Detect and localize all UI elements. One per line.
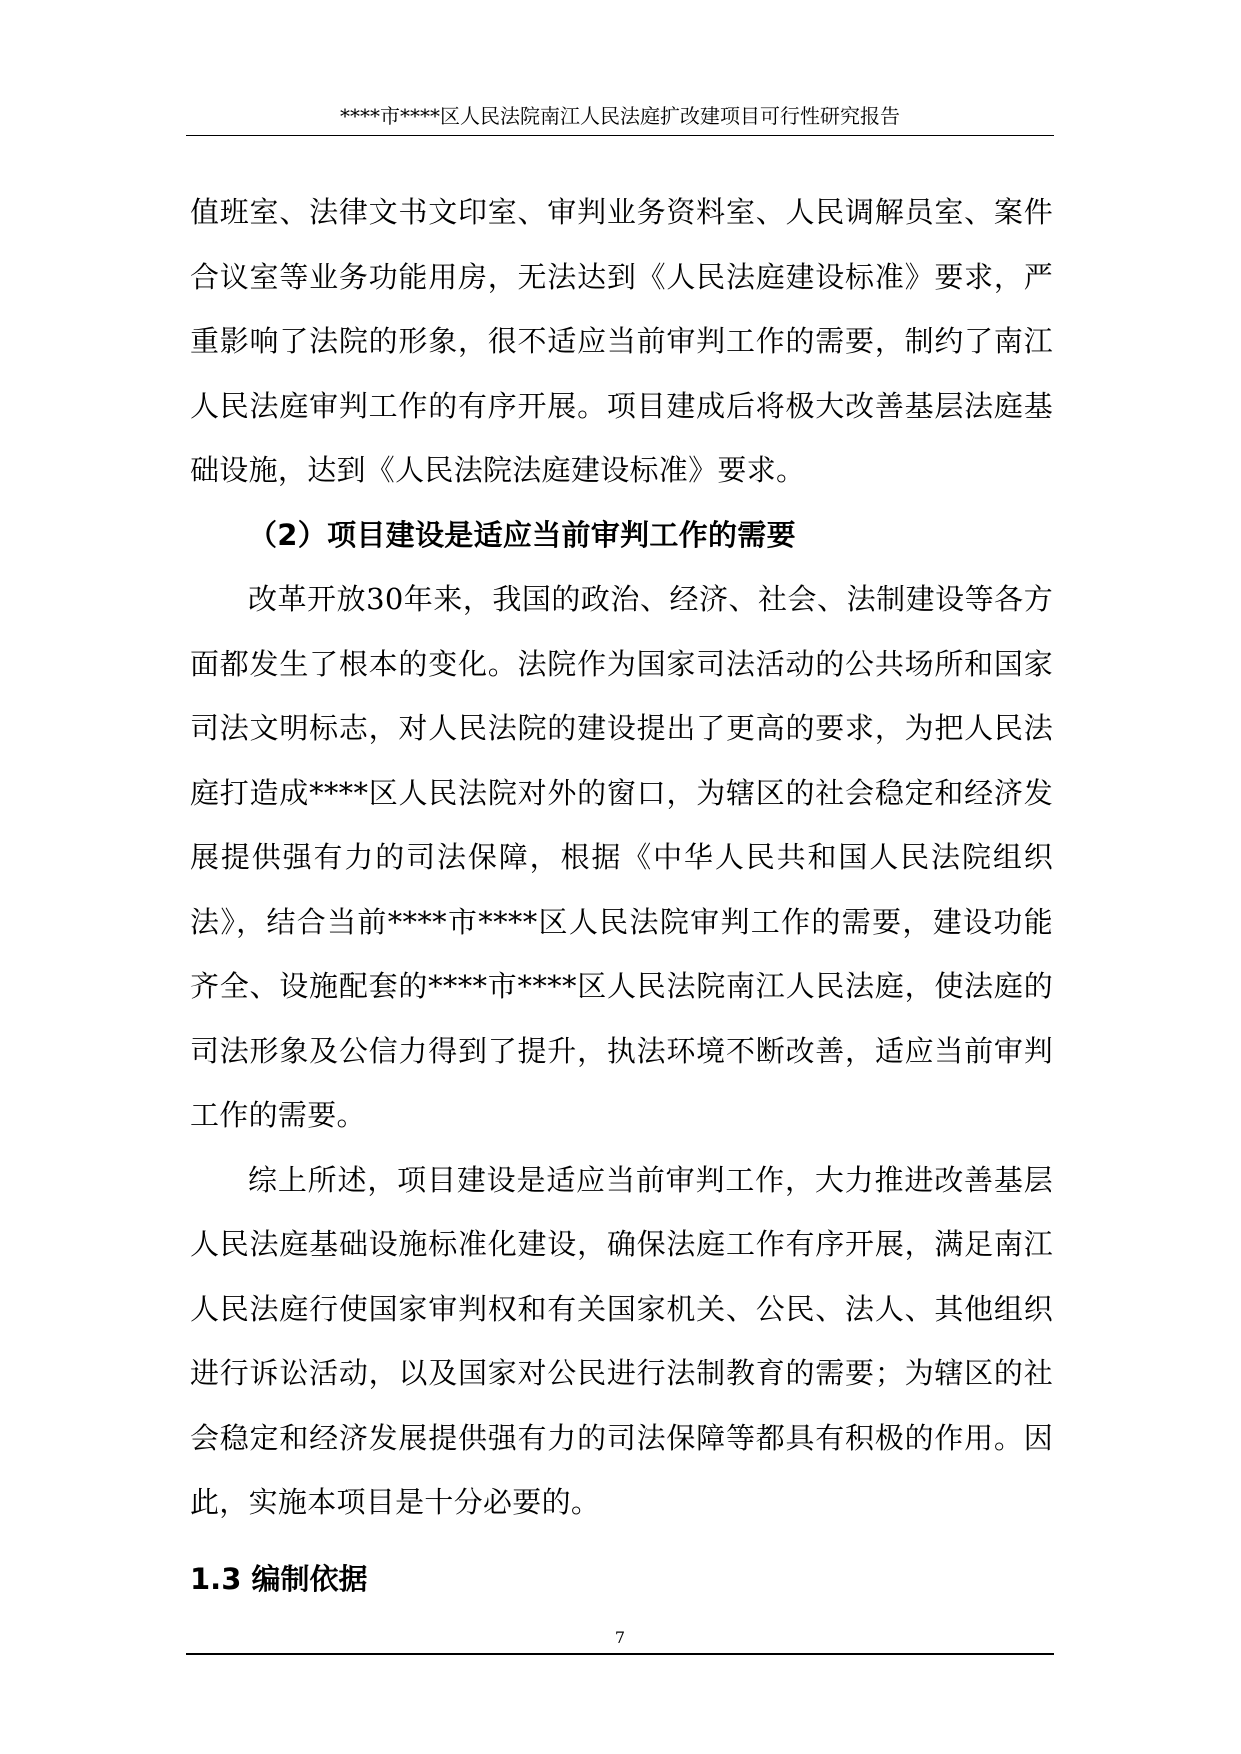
subheading-project-need: （2）项目建设是适应当前审判工作的需要 [248,517,796,552]
page-header-title: ****市****区人民法院南江人民法庭扩改建项目可行性研究报告 [340,104,900,128]
body-paragraph-reform: 改革开放30年来，我国的政治、经济、社会、法制建设等各方面都发生了根本的变化。法院作为国家司法活动的公共场所和国家司法文明标志，对人民法院的建设提出了更高的要求，为把人民法庭打造成****区人民法院对外的窗口，为辖区的社会稳定和经济发展提供强有力的司法保障，根据《中华人民共和国人民法院组织法》，结合当前****市****区人民法院审判工作的需要，建设功能齐全、设施配套的****市****区人民法院南江人民法庭，使法庭的司法形象及公信力得到了提升，执法环境不断改善，适应当前审判工作的需要。 [190,582,1053,1132]
footer-divider [186,1653,1054,1655]
body-paragraph-summary: 综上所述，项目建设是适应当前审判工作，大力推进改善基层人民法庭基础设施标准化建设，确保法庭工作有序开展，满足南江人民法庭行使国家审判权和有关国家机关、公民、法人、其他组织进行诉讼活动，以及国家对公民进行法制教育的需要；为辖区的社会稳定和经济发展提供强有力的司法保障等都具有积极的作用。因此，实施本项目是十分必要的。 [190,1162,1053,1519]
header-divider [186,135,1054,136]
section-heading-basis: 1.3 编制依据 [190,1561,368,1596]
body-paragraph-continued: 值班室、法律文书文印室、审判业务资料室、人民调解员室、案件合议室等业务功能用房，无法达到《人民法庭建设标准》要求，严重影响了法院的形象，很不适应当前审判工作的需要，制约了南江人民法庭审判工作的有序开展。项目建成后将极大改善基层法庭基础设施，达到《人民法院法庭建设标准》要求。 [190,195,1053,487]
document-body [190,180,1053,1611]
page-number: 7 [614,1628,626,1647]
